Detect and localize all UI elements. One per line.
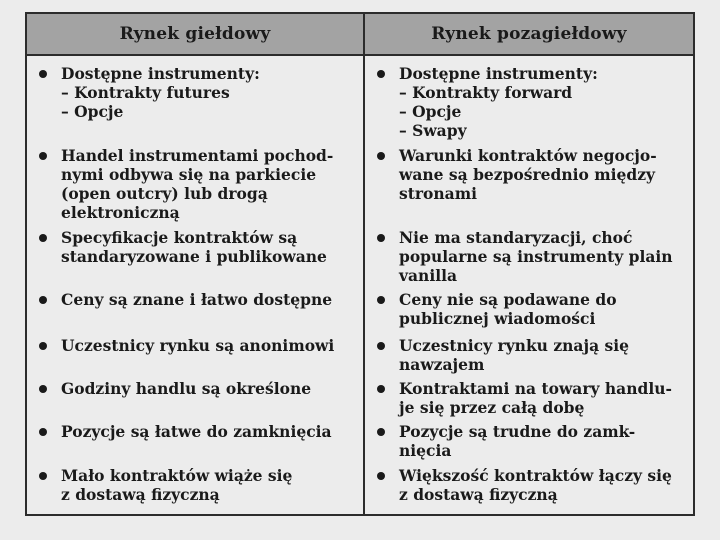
- bullet-icon: [39, 428, 47, 436]
- bullet-icon: [39, 472, 47, 480]
- bullet-icon: [39, 152, 47, 160]
- bullet-icon: [377, 70, 385, 78]
- bullet-icon: [377, 472, 385, 480]
- list-item: Uczestnicy rynku są anonimowi: [39, 336, 355, 355]
- bullet-icon: [377, 385, 385, 393]
- list-item: Dostępne instrumenty: – Kontrakty futures – Opcje: [39, 64, 355, 121]
- list-item: Pozycje są trudne do zamk- nięcia: [377, 422, 685, 460]
- bullet-icon: [39, 296, 47, 304]
- list-item: Ceny nie są podawane do publicznej wiadomości: [377, 290, 685, 328]
- bullet-icon: [39, 234, 47, 242]
- bullet-icon: [377, 428, 385, 436]
- bullet-icon: [39, 385, 47, 393]
- list-item: Większość kontraktów łączy się z dostawą fizyczną: [377, 466, 685, 504]
- bullet-icon: [377, 342, 385, 350]
- bullet-icon: [377, 234, 385, 242]
- list-item: Pozycje są łatwe do zamknięcia: [39, 422, 355, 441]
- bullet-icon: [377, 152, 385, 160]
- list-item: Specyfikacje kontraktów są standaryzowane i publikowane: [39, 228, 355, 266]
- comparison-table: [25, 12, 695, 516]
- list-item: Uczestnicy rynku znają się nawzajem: [377, 336, 685, 374]
- list-item: Handel instrumentami pochod- nymi odbywa się na parkiecie (open outcry) lub drogą elektroniczną: [39, 146, 355, 222]
- header-exchange-market: Rynek giełdowy: [27, 14, 365, 56]
- otc-market-column: [365, 56, 693, 514]
- list-item: Ceny są znane i łatwo dostępne: [39, 290, 355, 309]
- exchange-market-column: [27, 56, 365, 514]
- list-item: Mało kontraktów wiąże się z dostawą fizyczną: [39, 466, 355, 504]
- bullet-icon: [39, 70, 47, 78]
- list-item: Godziny handlu są określone: [39, 379, 355, 398]
- list-item: Kontraktami na towary handlu- je się przez całą dobę: [377, 379, 685, 417]
- bullet-icon: [377, 296, 385, 304]
- header-otc-market: Rynek pozagiełdowy: [365, 14, 693, 56]
- bullet-icon: [39, 342, 47, 350]
- list-item: Warunki kontraktów negocjo- wane są bezpośrednio między stronami: [377, 146, 685, 203]
- list-item: Dostępne instrumenty: – Kontrakty forward – Opcje – Swapy: [377, 64, 685, 140]
- list-item: Nie ma standaryzacji, choć popularne są instrumenty plain vanilla: [377, 228, 685, 285]
